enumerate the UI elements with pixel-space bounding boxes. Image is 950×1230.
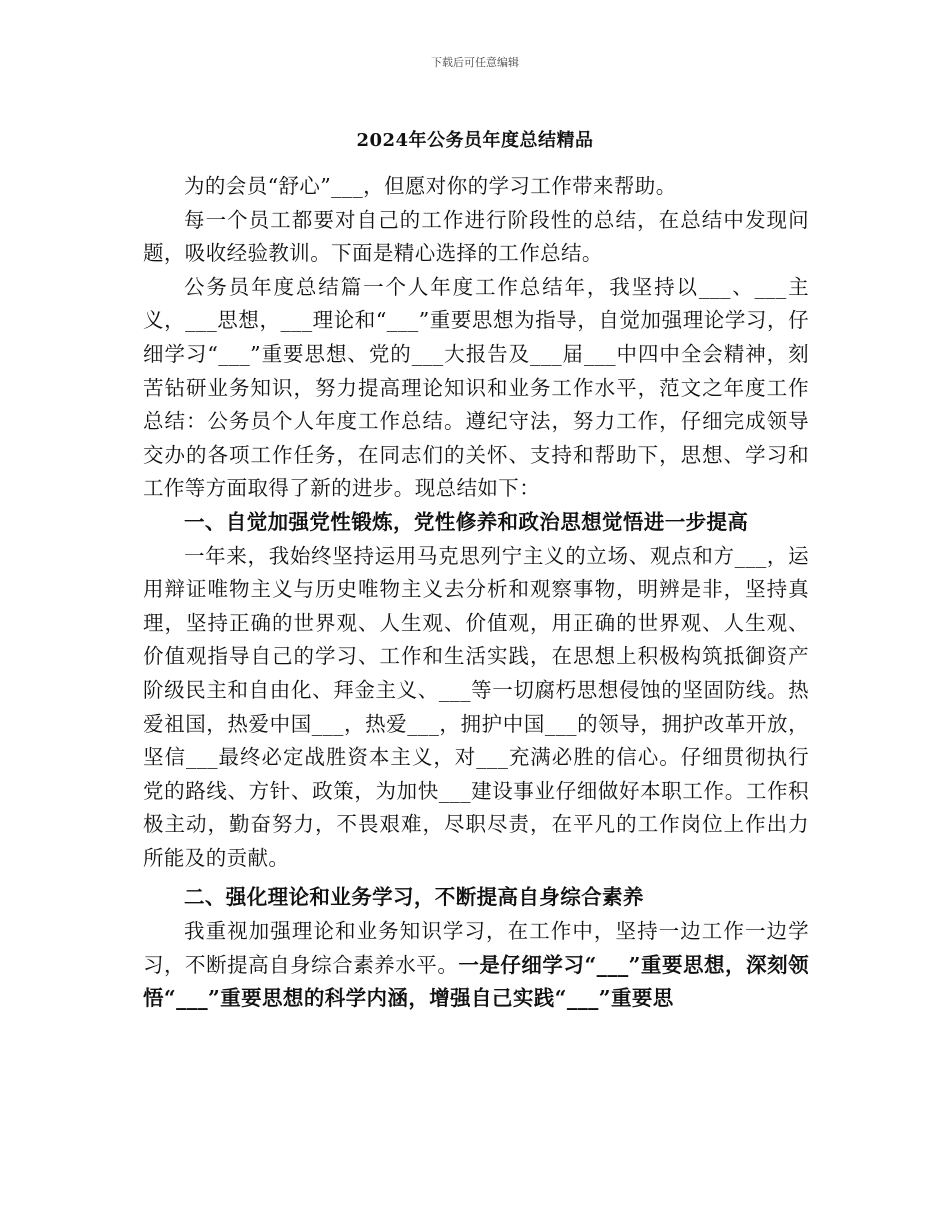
section-heading-2: 二、强化理论和业务学习，不断提高自身综合素养 bbox=[184, 885, 644, 910]
paragraph-section-2-text: 我重视加强理论和业务知识学习，在工作中，坚持一边工作一边学习，不断提高自身综合素养水平。 bbox=[143, 919, 809, 977]
document-body bbox=[143, 170, 809, 1016]
section-heading-1: 一、自觉加强党性锻炼，党性修养和政治思想觉悟进一步提高 bbox=[184, 509, 749, 534]
paragraph-intro: 为的会员“舒心”___，但愿对你的学习工作带来帮助。 bbox=[184, 174, 677, 198]
header-note: 下载后可任意编辑 bbox=[431, 56, 519, 69]
paragraph-section-2 bbox=[143, 915, 809, 1016]
paragraph-section-2-bold-text: 一是仔细学习“___”重要思想，深刻领悟“___”重要思想的科学内涵，增强自己实践“___”重要思 bbox=[143, 952, 809, 1011]
paragraph-purpose: 每一个员工都要对自己的工作进行阶段性的总结，在总结中发现问题，吸收经验教训。下面是精心选择的工作总结。 bbox=[143, 207, 809, 266]
document-title: 2024年公务员年度总结精品 bbox=[356, 130, 594, 151]
paragraph-section-1: 一年来，我始终坚持运用马克思列宁主义的立场、观点和方___，运用辩证唯物主义与历史唯物主义去分析和观察事物，明辨是非，坚持真理，坚持正确的世界观、人生观、价值观，用正确的世界观、人生观、价值观指导自己的学习、工作和生活实践，在思想上积极构筑抵御资产阶级民主和自由化、拜金主义、___等一切腐朽思想侵蚀的坚固防线。热爱祖国，热爱中国___，热爱___，拥护中国___的领导，拥护改革开放，坚信___最终必定战胜资本主义，对___充满必胜的信心。仔细贯彻执行党的路线、方针、政策，为加快___建设事业仔细做好本职工作。工作积极主动，勤奋努力，不畏艰难，尽职尽责，在平凡的工作岗位上作出力所能及的贡献。 bbox=[143, 543, 809, 870]
paragraph-overview: 公务员年度总结篇一个人年度工作总结年，我坚持以___、___主义，___思想，___理论和“___”重要思想为指导，自觉加强理论学习，仔细学习“___”重要思想、党的___大报告及___届___中四中全会精神，刻苦钻研业务知识，努力提高理论知识和业务工作水平，范文之年度工作总结：公务员个人年度工作总结。遵纪守法，努力工作，仔细完成领导交办的各项工作任务，在同志们的关怀、支持和帮助下，思想、学习和工作等方面取得了新的进步。现总结如下： bbox=[143, 274, 809, 501]
